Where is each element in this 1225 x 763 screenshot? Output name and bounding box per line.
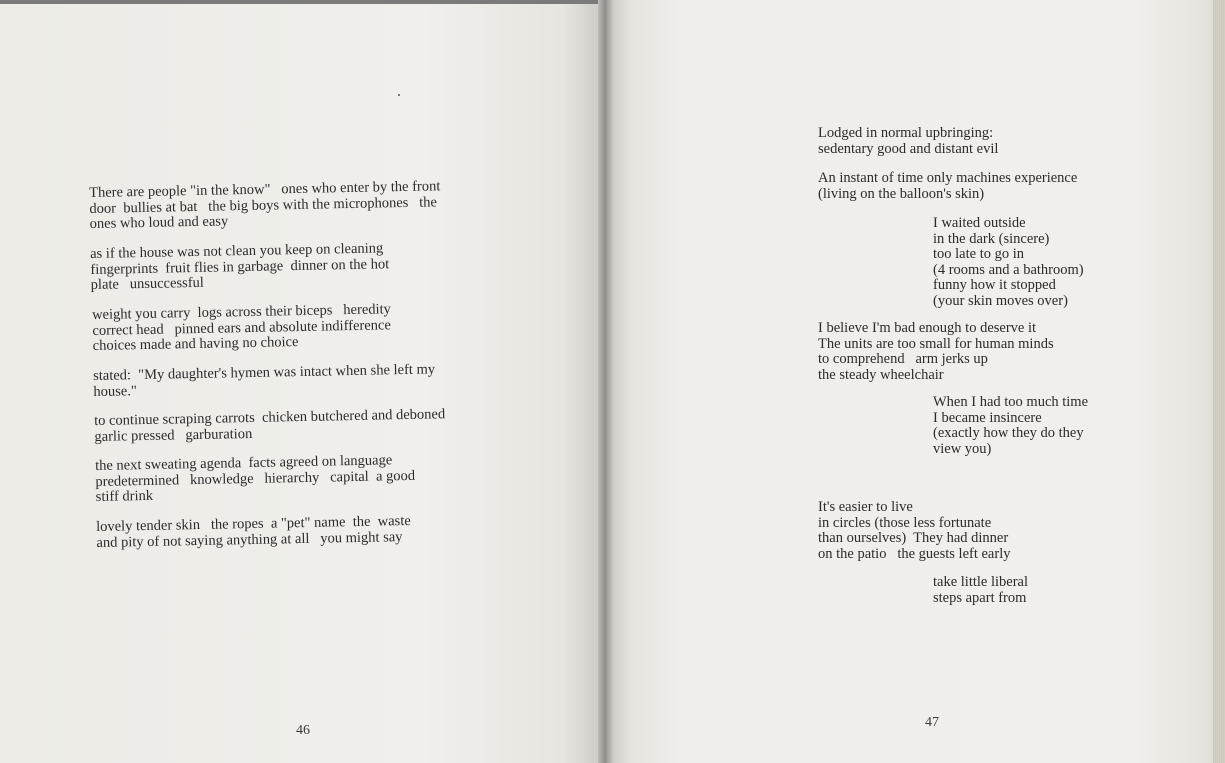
left-stanza-1: There are people "in the know" ones who enter by the front door bullies at bat the big boys with the microphones the ones who loud and easy xyxy=(88,178,441,233)
page-edge xyxy=(1213,0,1225,763)
right-page xyxy=(606,0,1225,763)
book-spine xyxy=(598,0,614,763)
page-number-left: 46 xyxy=(296,723,310,738)
left-page xyxy=(0,0,606,763)
left-stanza-3: weight you carry logs across their biceps heredity correct head pinned ears and absolute indifference choices made and having no choice xyxy=(91,301,392,355)
right-stanza-2: An instant of time only machines experience (living on the balloon's skin) xyxy=(818,170,1078,202)
right-stanza-5: When I had too much time I became insincere (exactly how they do they view you) xyxy=(933,394,1089,457)
right-stanza-6: It's easier to live in circles (those less fortunate than ourselves) They had dinner on the patio the guests left early xyxy=(818,499,1011,562)
left-stanza-6: the next sweating agenda facts agreed on language predetermined knowledge hierarchy capital a good stiff drink xyxy=(94,452,416,506)
right-stanza-1: Lodged in normal upbringing: sedentary good and distant evil xyxy=(818,125,999,157)
right-stanza-3: I waited outside in the dark (sincere) too late to go in (4 rooms and a bathroom) funny how it stopped (your skin moves over) xyxy=(933,215,1084,309)
left-stanza-4: stated: "My daughter's hymen was intact when she left my house." xyxy=(92,361,436,400)
paper-speck xyxy=(398,94,400,96)
page-number-right: 47 xyxy=(925,715,939,730)
right-stanza-7: take little liberal steps apart from xyxy=(933,574,1029,606)
left-stanza-2: as if the house was not clean you keep on cleaning fingerprints fruit flies in garbage dinner on the hot plate unsuccessful xyxy=(89,240,390,294)
left-stanza-5: to continue scraping carrots chicken butchered and deboned garlic pressed garburation xyxy=(93,406,446,445)
right-stanza-4: I believe I'm bad enough to deserve it The units are too small for human minds to comprehend arm jerks up the steady wheelchair xyxy=(818,320,1054,383)
left-stanza-7: lovely tender skin the ropes a "pet" name the waste and pity of not saying anything at all you might say xyxy=(95,512,411,551)
